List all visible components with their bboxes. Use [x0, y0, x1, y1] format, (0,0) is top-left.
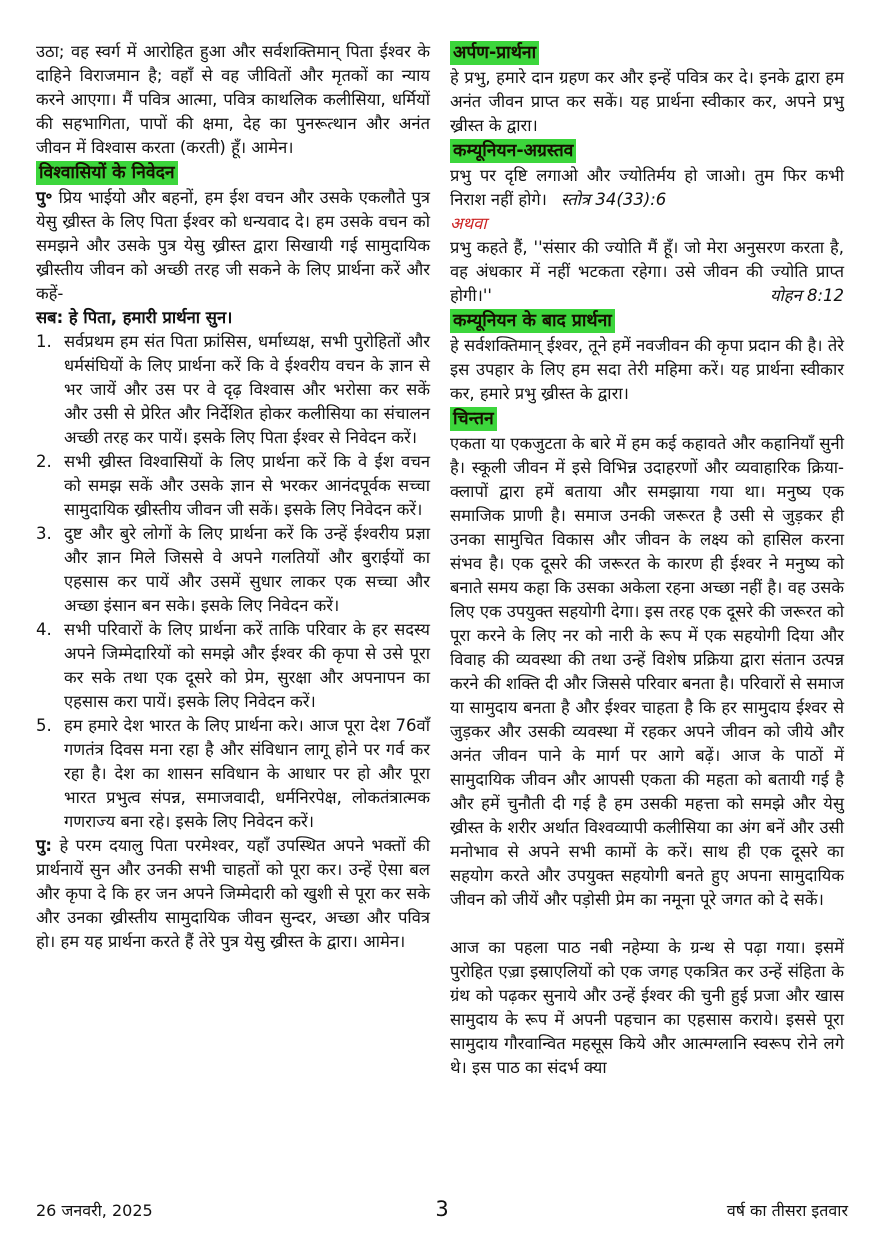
scripture-reference: योहन 8:12: [769, 286, 844, 305]
page-footer: [36, 1197, 848, 1221]
reflection-paragraph-2: आज का पहला पाठ नबी नहेम्या के ग्रन्थ से पढ़ा गया। इसमें पुरोहित एज़्रा इस्राएलियों को एक जगह एकत्रित कर उन्हें संहिता के ग्रंथ को पढ़कर सुनाये और उन्हें ईश्वर की चुनी हुई प्रजा और खास सामुदाय के रूप में अपनी पहचान का एहसास कराये। इससे पूरा सामुदाय गौरवान्वित महसूस किये और आत्मग्लानि स्वरूप रोने लगे थे। इस पाठ का संदर्भ क्या: [450, 938, 844, 1077]
petition-text: दुष्ट और बुरे लोगों के लिए प्रार्थना करें कि उन्हें ईश्वरीय प्रज्ञा और ज्ञान मिले जिससे वे अपने गलतियों और बुराईयों का एहसास कर पायें और उसमें सुधार लाकर एक सच्चा और अच्छा इंसान बन सके। इसके लिए निवेदन करें।: [64, 524, 430, 615]
petition-number: 4.: [36, 620, 52, 639]
heading-highlight: कम्यूनियन के बाद प्रार्थना: [450, 309, 615, 333]
petition-text: सभी परिवारों के लिए प्रार्थना करें ताकि परिवार के हर सदस्य अपने जिम्मेदारियों को समझे और ईश्वर की कृपा से उसे पूरा कर सके तथा एक दूसरे को प्रेम, सुरक्षा और अपनापन का एहसास करा पायें। इसके लिए निवेदन करें।: [64, 620, 430, 711]
list-item: [36, 618, 430, 714]
reflection-paragraph-1: एकता या एकजुटता के बारे में हम कई कहावते और कहानियाँ सुनी है। स्कूली जीवन में इसे विभिन्न उदाहरणों और व्यवाहारिक क्रिया-क्लापों द्वारा हमें बताया और समझाया गया था। मनुष्य एक समाजिक प्राणी है। समाज उनकी जरूरत है उसी से जुड़कर ही उनका सामुचित विकास और जीवन के लक्ष्य को हासिल करना संभव है। एक दूसरे की जरूरत के कारण ही ईश्वर ने मनुष्य को बनाते समय कहा कि उसका अकेला रहना अच्छा नहीं है। वह उसके लिए एक उपयुक्त सहयोगी देगा। इस तरह एक दूसरे की जरूरत को पूरा करने के लिए नर को नारी के रूप में एक सहयोगी दिया और विवाह की व्यवस्था की तथा उन्हें विशेष प्रक्रिया द्वारा संतान उत्पन्न करने की शक्ति दी और जिससे परिवार बनता है। परिवारों से समाज या सामुदाय बनता है और ईश्वर चाहता है कि हर सामुदाय ईश्वर से जुड़कर और उसकी व्यवस्था में रहकर अपने जीवन को जीये और अनंत जीवन पाने के मार्ग पर आगे बढ़ें। आज के पाठों में सामुदायिक जीवन और आपसी एकता की महता को बतायी गई है और हमें चुनौती दी गई है हम उसकी महत्ता को समझे और येसु ख्रीस्त के शरीर अर्थात विश्वव्यापी कलीसिया का अंग बनें और उसी मनोभाव से अपने सभी कामों के करें। साथ ही एक दूसरे का सहयोग करते और उपयुक्त सहयोगी बनते हुए अपना सामुदायिक जीवन को जीयें और पड़ोसी प्रेम का नमूना पूरे जगत को दे सकें।: [450, 434, 844, 909]
petition-text: सभी ख्रीस्त विश्वासियों के लिए प्रार्थना करें कि वे ईश वचन को समझ सकें और उसके ज्ञान से भरकर आनंदपूर्वक सच्चा सामुदायिक ख्रीस्तीय जीवन जी सकें। इसके लिए निवेदन करें।: [64, 452, 430, 519]
petition-text: हम हमारे देश भारत के लिए प्रार्थना करे। आज पूरा देश 76वाँ गणतंत्र दिवस मना रहा है और संविधान लागू होने पर गर्व कर रहा है। देश का शासन सविधान के आधार पर हो और पूरा भारत प्रभुत्व संपन्न, समाजवादी, धर्मनिरपेक्ष, लोकतंत्रात्मक गणराज्य बना रहे। इसके लिए निवेदन करें।: [64, 716, 430, 831]
page-number: 3: [435, 1197, 449, 1221]
communion-antiphon-2-paragraph: [450, 236, 844, 308]
two-column-layout: [36, 40, 844, 1080]
list-item: [36, 330, 430, 450]
list-item: [36, 714, 430, 834]
footer-date: 26 जनवरी, 2025: [36, 1201, 153, 1220]
priest-intro-text: प्रिय भाईयो और बहनों, हम ईश वचन और उसके एकलौते पुत्र येसु ख्रीस्त के लिए पिता ईश्वर को धन्यवाद दे। हम उसके वचन को समझने और उसके पुत्र येसु ख्रीस्त द्वारा सिखायी गई सामुदायिक ख्रीस्तीय जीवन को अच्छी तरह जी सकने के लिए प्रार्थना करें और कहें-: [36, 188, 430, 303]
petition-number: 5.: [36, 716, 52, 735]
heading-highlight: कम्यूनियन-अग्रस्तव: [450, 139, 576, 163]
scripture-reference: स्तोत्र 34(33):6: [560, 190, 667, 209]
congregation-response-line: सब: हे पिता, हमारी प्रार्थना सुन।: [36, 308, 233, 327]
or-alternative-label: अथवा: [450, 214, 487, 233]
petition-number: 2.: [36, 452, 52, 471]
priest-label: पु॰: [36, 188, 53, 207]
petition-list: [36, 330, 430, 834]
priest-closing-prayer-paragraph: [36, 834, 430, 954]
right-column: [450, 40, 844, 1080]
petition-number: 1.: [36, 332, 52, 351]
heading-highlight: चिन्तन: [450, 407, 497, 431]
left-column: [36, 40, 430, 1080]
heading-highlight: अर्पण-प्रार्थना: [450, 41, 539, 65]
petition-number: 3.: [36, 524, 52, 543]
priest-intro-paragraph: [36, 186, 430, 306]
footer-liturgical-week: वर्ष का तीसरा इतवार: [726, 1201, 848, 1220]
section-heading-reflection: [450, 406, 844, 432]
antiphon-2-text: प्रभु कहते हैं, ''संसार की ज्योति मैं हूँ। जो मेरा अनुसरण करता है, वह अंधकार में नहीं भटकता रहेगा। उसे जीवन की ज्योति प्राप्त होगी।'': [450, 238, 844, 305]
list-item: [36, 522, 430, 618]
section-heading-communion-antiphon: [450, 138, 844, 164]
list-item: [36, 450, 430, 522]
post-communion-prayer-paragraph: हे सर्वशक्तिमान् ईश्वर, तूने हमें नवजीवन की कृपा प्रदान की है। तेरे इस उपहार के लिए हम सदा तेरी महिमा करें। यह प्रार्थना स्वीकार कर, हमारे प्रभु ख्रीस्त के द्वारा।: [450, 336, 844, 403]
petition-text: सर्वप्रथम हम संत पिता फ्रांसिस, धर्माध्यक्ष, सभी पुरोहितों और धर्मसंघियों के लिए प्रार्थना करें कि वे ईश्वरीय वचन के ज्ञान से भर जायें और उस पर वे दृढ़ विश्वास और भरोसा कर सकें और उसी से प्रेरित और निर्देशित होकर कलीसिया का संचालन अच्छी तरह कर पायें। इसके लिए पिता ईश्वर से निवेदन करें।: [64, 332, 430, 447]
section-heading-post-communion: [450, 308, 844, 334]
creed-continuation-paragraph: उठा; वह स्वर्ग में आरोहित हुआ और सर्वशक्तिमान् पिता ईश्वर के दाहिने विराजमान है; वहाँ से वह जीवितों और मृतकों का न्याय करने आएगा। मैं पवित्र आत्मा, पवित्र काथलिक कलीसिया, धर्मियों की सहभागिता, पापों की क्षमा, देह का पुनरूत्थान और अनंत जीवन में विश्वास करता (करती) हूँ। आमेन।: [36, 42, 430, 157]
heading-highlight: विश्वासियों के निवेदन: [36, 161, 178, 185]
section-heading-intercessions: [36, 160, 430, 186]
priest-label: पु:: [36, 836, 52, 855]
closing-prayer-text: हे परम दयालु पिता परमेश्वर, यहाँ उपस्थित अपने भक्तों की प्रार्थनायें सुन और उनकी सभी चाहतों को पूरा कर। उन्हें ऐसा बल और कृपा दे कि हर जन अपने जिम्मेदारी को खुशी से पूरा कर सके और उनका ख्रीस्तीय सामुदायिक जीवन सुन्दर, अच्छा और पवित्र हो। हम यह प्रार्थना करते हैं तेरे पुत्र येसु ख्रीस्त के द्वारा। आमेन।: [36, 836, 430, 951]
offertory-prayer-paragraph: हे प्रभु, हमारे दान ग्रहण कर और इन्हें पवित्र कर दे। इनके द्वारा हम अनंत जीवन प्राप्त कर सकें। यह प्रार्थना स्वीकार कर, अपने प्रभु ख्रीस्त के द्वारा।: [450, 68, 844, 135]
section-heading-offertory: [450, 40, 844, 66]
paragraph-spacer: [450, 912, 844, 936]
communion-antiphon-1-paragraph: [450, 164, 844, 212]
antiphon-1-text: प्रभु पर दृष्टि लगाओ और ज्योतिर्मय हो जाओ। तुम फिर कभी निराश नहीं होगे।: [450, 166, 844, 209]
